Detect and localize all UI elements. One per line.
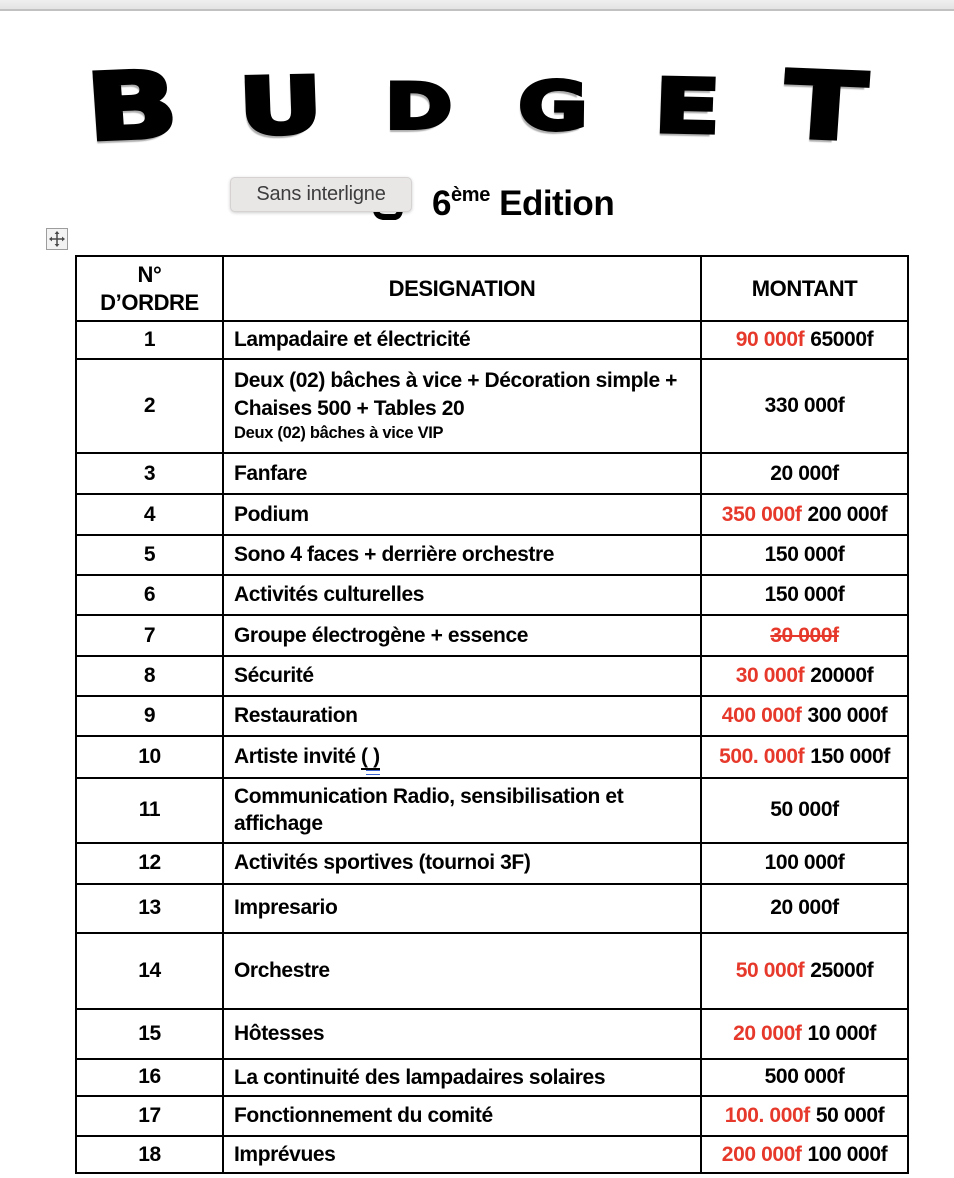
montant-cell	[701, 575, 908, 615]
amount-red: 90 000f	[735, 328, 805, 351]
designation-text: Activités sportives (tournoi 3F)	[234, 851, 531, 875]
order-number-cell: 11	[76, 778, 223, 843]
table-row	[76, 1096, 908, 1136]
designation-cell	[223, 843, 701, 884]
wordart-letter: T	[781, 51, 870, 162]
table-row	[76, 575, 908, 615]
table-row	[76, 1009, 908, 1059]
designation-cell	[223, 778, 701, 843]
designation-text: Orchestre	[234, 958, 330, 982]
designation-text: Artiste invité	[234, 745, 362, 769]
designation-cell	[223, 1096, 701, 1136]
amount-red: 500. 000f	[719, 745, 805, 768]
designation-cell	[223, 359, 701, 453]
montant-cell	[701, 321, 908, 359]
amount-black: 500 000f	[764, 1065, 845, 1089]
grammar-double-underline	[366, 770, 380, 775]
designation-text: Communication Radio, sensibilisation et affichage	[234, 785, 624, 836]
amount-black: 20000f	[810, 664, 874, 687]
designation-cell	[223, 696, 701, 736]
designation-text: Activités culturelles	[234, 583, 425, 607]
amount-black: 25000f	[810, 958, 874, 982]
amount-black: 100 000f	[764, 851, 845, 875]
amount-red: 200 000f	[721, 1142, 802, 1166]
montant-cell	[701, 359, 908, 453]
table-header-row	[76, 256, 908, 321]
header-num-ordre: N° D’ORDRE	[76, 256, 223, 321]
amount-black: 65000f	[810, 328, 874, 351]
order-number-cell: 16	[76, 1059, 223, 1096]
montant-cell	[701, 884, 908, 933]
edition-superscript: ème	[450, 184, 491, 206]
designation-subtext: Deux (02) bâches à vice VIP	[234, 424, 444, 443]
designation-text: Groupe électrogène + essence	[234, 623, 529, 647]
header-montant: MONTANT	[701, 256, 908, 321]
table-row	[76, 1136, 908, 1173]
order-number-cell: 18	[76, 1136, 223, 1173]
table-row	[76, 736, 908, 778]
amount-red: 20 000f	[733, 1021, 802, 1045]
designation-cell	[223, 575, 701, 615]
amount-black: 20 000f	[770, 896, 839, 920]
designation-cell	[223, 535, 701, 575]
amount-black: 50 000f	[815, 1103, 885, 1127]
table-row	[76, 359, 908, 453]
amount-black: 150 000f	[810, 745, 890, 768]
montant-cell	[701, 453, 908, 494]
order-number-cell: 15	[76, 1009, 223, 1059]
amount-red: 30 000f	[735, 664, 805, 687]
amount-red: 400 000f	[721, 704, 802, 727]
table-row	[76, 453, 908, 494]
amount-red: 100. 000f	[724, 1103, 810, 1127]
amount-black: 300 000f	[807, 704, 888, 727]
style-tooltip-label: Sans interligne	[256, 183, 386, 205]
order-number-cell: 6	[76, 575, 223, 615]
order-number-cell: 9	[76, 696, 223, 736]
order-number-cell: 4	[76, 494, 223, 535]
amount-black: 50 000f	[770, 798, 839, 822]
designation-text: La continuité des lampadaires solaires	[234, 1065, 606, 1089]
table-row	[76, 933, 908, 1009]
designation-text: Lampadaire et électricité	[234, 328, 471, 352]
order-number-cell: 17	[76, 1096, 223, 1136]
montant-cell	[701, 736, 908, 778]
designation-text: Fonctionnement du comité	[234, 1104, 493, 1128]
table-row	[76, 494, 908, 535]
window-top-bar	[0, 0, 954, 11]
table-row	[76, 535, 908, 575]
amount-black: 330 000f	[764, 394, 845, 417]
amount-black: 150 000f	[764, 583, 845, 606]
table-move-handle[interactable]	[46, 228, 68, 250]
designation-cell	[223, 1009, 701, 1059]
montant-cell	[701, 778, 908, 843]
montant-cell	[701, 494, 908, 535]
designation-cell	[223, 321, 701, 359]
amount-red: 350 000f	[721, 502, 802, 526]
wordart-letter: G	[518, 67, 589, 146]
edition-number: 6	[432, 184, 451, 223]
wordart-letter: E	[653, 63, 722, 151]
order-number-cell: 2	[76, 359, 223, 453]
order-number-cell: 5	[76, 535, 223, 575]
order-number-cell: 12	[76, 843, 223, 884]
amount-black: 20 000f	[770, 461, 839, 485]
amount-black: 200 000f	[807, 502, 888, 526]
amount-black: 150 000f	[764, 543, 845, 566]
order-number-cell: 13	[76, 884, 223, 933]
order-number-cell: 3	[76, 453, 223, 494]
table-row	[76, 615, 908, 656]
order-number-cell: 1	[76, 321, 223, 359]
amount-black: 100 000f	[807, 1142, 888, 1166]
table-row	[76, 656, 908, 696]
designation-text: Imprévues	[234, 1142, 336, 1166]
table-row	[76, 321, 908, 359]
wordart-letter: U	[236, 61, 324, 153]
wordart-title	[82, 51, 870, 162]
montant-cell	[701, 656, 908, 696]
order-number-cell: 8	[76, 656, 223, 696]
designation-cell	[223, 615, 701, 656]
wordart-letter: B	[82, 51, 182, 162]
montant-cell	[701, 535, 908, 575]
designation-cell	[223, 884, 701, 933]
designation-cell	[223, 656, 701, 696]
montant-cell	[701, 933, 908, 1009]
header-designation: DESIGNATION	[223, 256, 701, 321]
designation-text: Podium	[234, 502, 309, 526]
designation-cell	[223, 933, 701, 1009]
amount-red-struck: 30 000f	[770, 623, 839, 647]
style-tooltip	[230, 177, 412, 212]
designation-cell	[223, 494, 701, 535]
designation-text: Hôtesses	[234, 1021, 325, 1045]
table-row	[76, 843, 908, 884]
designation-cell	[223, 1136, 701, 1173]
montant-cell	[701, 1096, 908, 1136]
order-number-cell: 10	[76, 736, 223, 778]
designation-text: Restauration	[234, 704, 358, 728]
designation-text: Deux (02) bâches à vice + Décoration simple + Chaises 500 + Tables 20	[234, 369, 678, 420]
designation-cell	[223, 736, 701, 778]
montant-cell	[701, 1136, 908, 1173]
montant-cell	[701, 1009, 908, 1059]
artiste-invite-link[interactable]: ( )	[361, 745, 380, 770]
table-row	[76, 884, 908, 933]
montant-cell	[701, 696, 908, 736]
amount-red: 50 000f	[735, 958, 805, 982]
order-number-cell: 7	[76, 615, 223, 656]
table-row	[76, 696, 908, 736]
designation-text: Impresario	[234, 896, 338, 920]
designation-cell	[223, 1059, 701, 1096]
designation-text: Sécurité	[234, 664, 314, 688]
designation-text: Sono 4 faces + derrière orchestre	[234, 543, 555, 567]
designation-text: Fanfare	[234, 461, 308, 485]
table-row	[76, 778, 908, 843]
order-number-cell: 14	[76, 933, 223, 1009]
montant-cell	[701, 843, 908, 884]
montant-cell	[701, 615, 908, 656]
amount-black: 10 000f	[807, 1021, 876, 1045]
edition-word: Edition	[499, 184, 615, 223]
budget-table	[75, 255, 909, 1174]
move-icon	[49, 231, 65, 247]
table-row	[76, 1059, 908, 1096]
wordart-letter: D	[385, 70, 453, 143]
montant-cell	[701, 1059, 908, 1096]
edition-heading	[432, 184, 614, 224]
designation-cell	[223, 453, 701, 494]
